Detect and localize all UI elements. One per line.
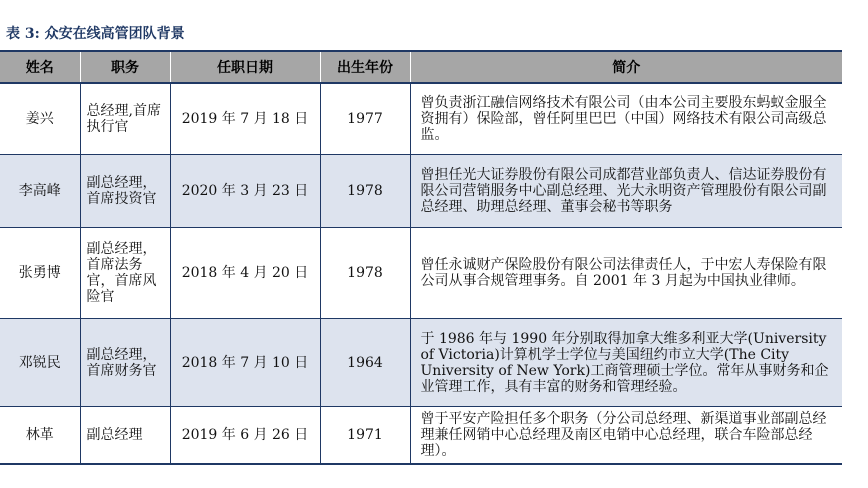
- table-row: [0, 155, 842, 228]
- cell-position: 副总经理，首席财务官: [80, 319, 170, 407]
- cell-position: 副总经理，首席法务官，首席风险官: [80, 228, 170, 319]
- cell-appointment-date: 2018 年 7 月 10 日: [170, 319, 320, 407]
- cell-appointment-date: 2018 年 4 月 20 日: [170, 228, 320, 319]
- cell-name: 林革: [0, 407, 80, 465]
- cell-appointment-date: 2019 年 6 月 26 日: [170, 407, 320, 465]
- cell-name: 张勇博: [0, 228, 80, 319]
- cell-position: 副总经理，首席投资官: [80, 155, 170, 228]
- cell-name: 邓锐民: [0, 319, 80, 407]
- table-caption: 表 3: 众安在线高管团队背景: [6, 26, 185, 42]
- cell-appointment-date: 2019 年 7 月 18 日: [170, 83, 320, 155]
- cell-profile: 曾于平安产险担任多个职务（分公司总经理、新渠道事业部副总经理兼任网销中心总经理及南区电销中心总经理，联合车险部总经理）。: [410, 407, 842, 465]
- cell-profile: 曾任永诚财产保险股份有限公司法律责任人，于中宏人寿保险有限公司从事合规管理事务。自 2001 年 3 月起为中国执业律师。: [410, 228, 842, 319]
- cell-birth-year: 1977: [320, 83, 410, 155]
- cell-position: 副总经理: [80, 407, 170, 465]
- cell-birth-year: 1978: [320, 228, 410, 319]
- table-row: [0, 83, 842, 155]
- cell-name: 李高峰: [0, 155, 80, 228]
- header-birth-year: 出生年份: [320, 51, 410, 83]
- table-row: [0, 319, 842, 407]
- table-header-row: [0, 51, 842, 83]
- header-name: 姓名: [0, 51, 80, 83]
- cell-position: 总经理,首席执行官: [80, 83, 170, 155]
- cell-profile: 曾担任光大证券股份有限公司成都营业部负责人、信达证券股份有限公司营销服务中心副总经理、光大永明资产管理股份有限公司副总经理、助理总经理、董事会秘书等职务: [410, 155, 842, 228]
- header-appointment-date: 任职日期: [170, 51, 320, 83]
- header-position: 职务: [80, 51, 170, 83]
- executive-table-container: [0, 50, 842, 465]
- cell-birth-year: 1978: [320, 155, 410, 228]
- table-row: [0, 407, 842, 465]
- header-profile: 简介: [410, 51, 842, 83]
- table-row: [0, 228, 842, 319]
- cell-profile: 于 1986 年与 1990 年分别取得加拿大维多利亚大学(University of Victoria)计算机学士学位与美国纽约市立大学(The City University of New York)工商管理硕士学位。常年从事财务和企业管理工作，具有丰富的财务和管理经验。: [410, 319, 842, 407]
- cell-profile: 曾负责浙江融信网络技术有限公司（由本公司主要股东蚂蚁金服全资拥有）保险部，曾任阿里巴巴（中国）网络技术有限公司高级总监。: [410, 83, 842, 155]
- cell-appointment-date: 2020 年 3 月 23 日: [170, 155, 320, 228]
- cell-birth-year: 1971: [320, 407, 410, 465]
- executive-team-table: [0, 50, 842, 465]
- cell-birth-year: 1964: [320, 319, 410, 407]
- cell-name: 姜兴: [0, 83, 80, 155]
